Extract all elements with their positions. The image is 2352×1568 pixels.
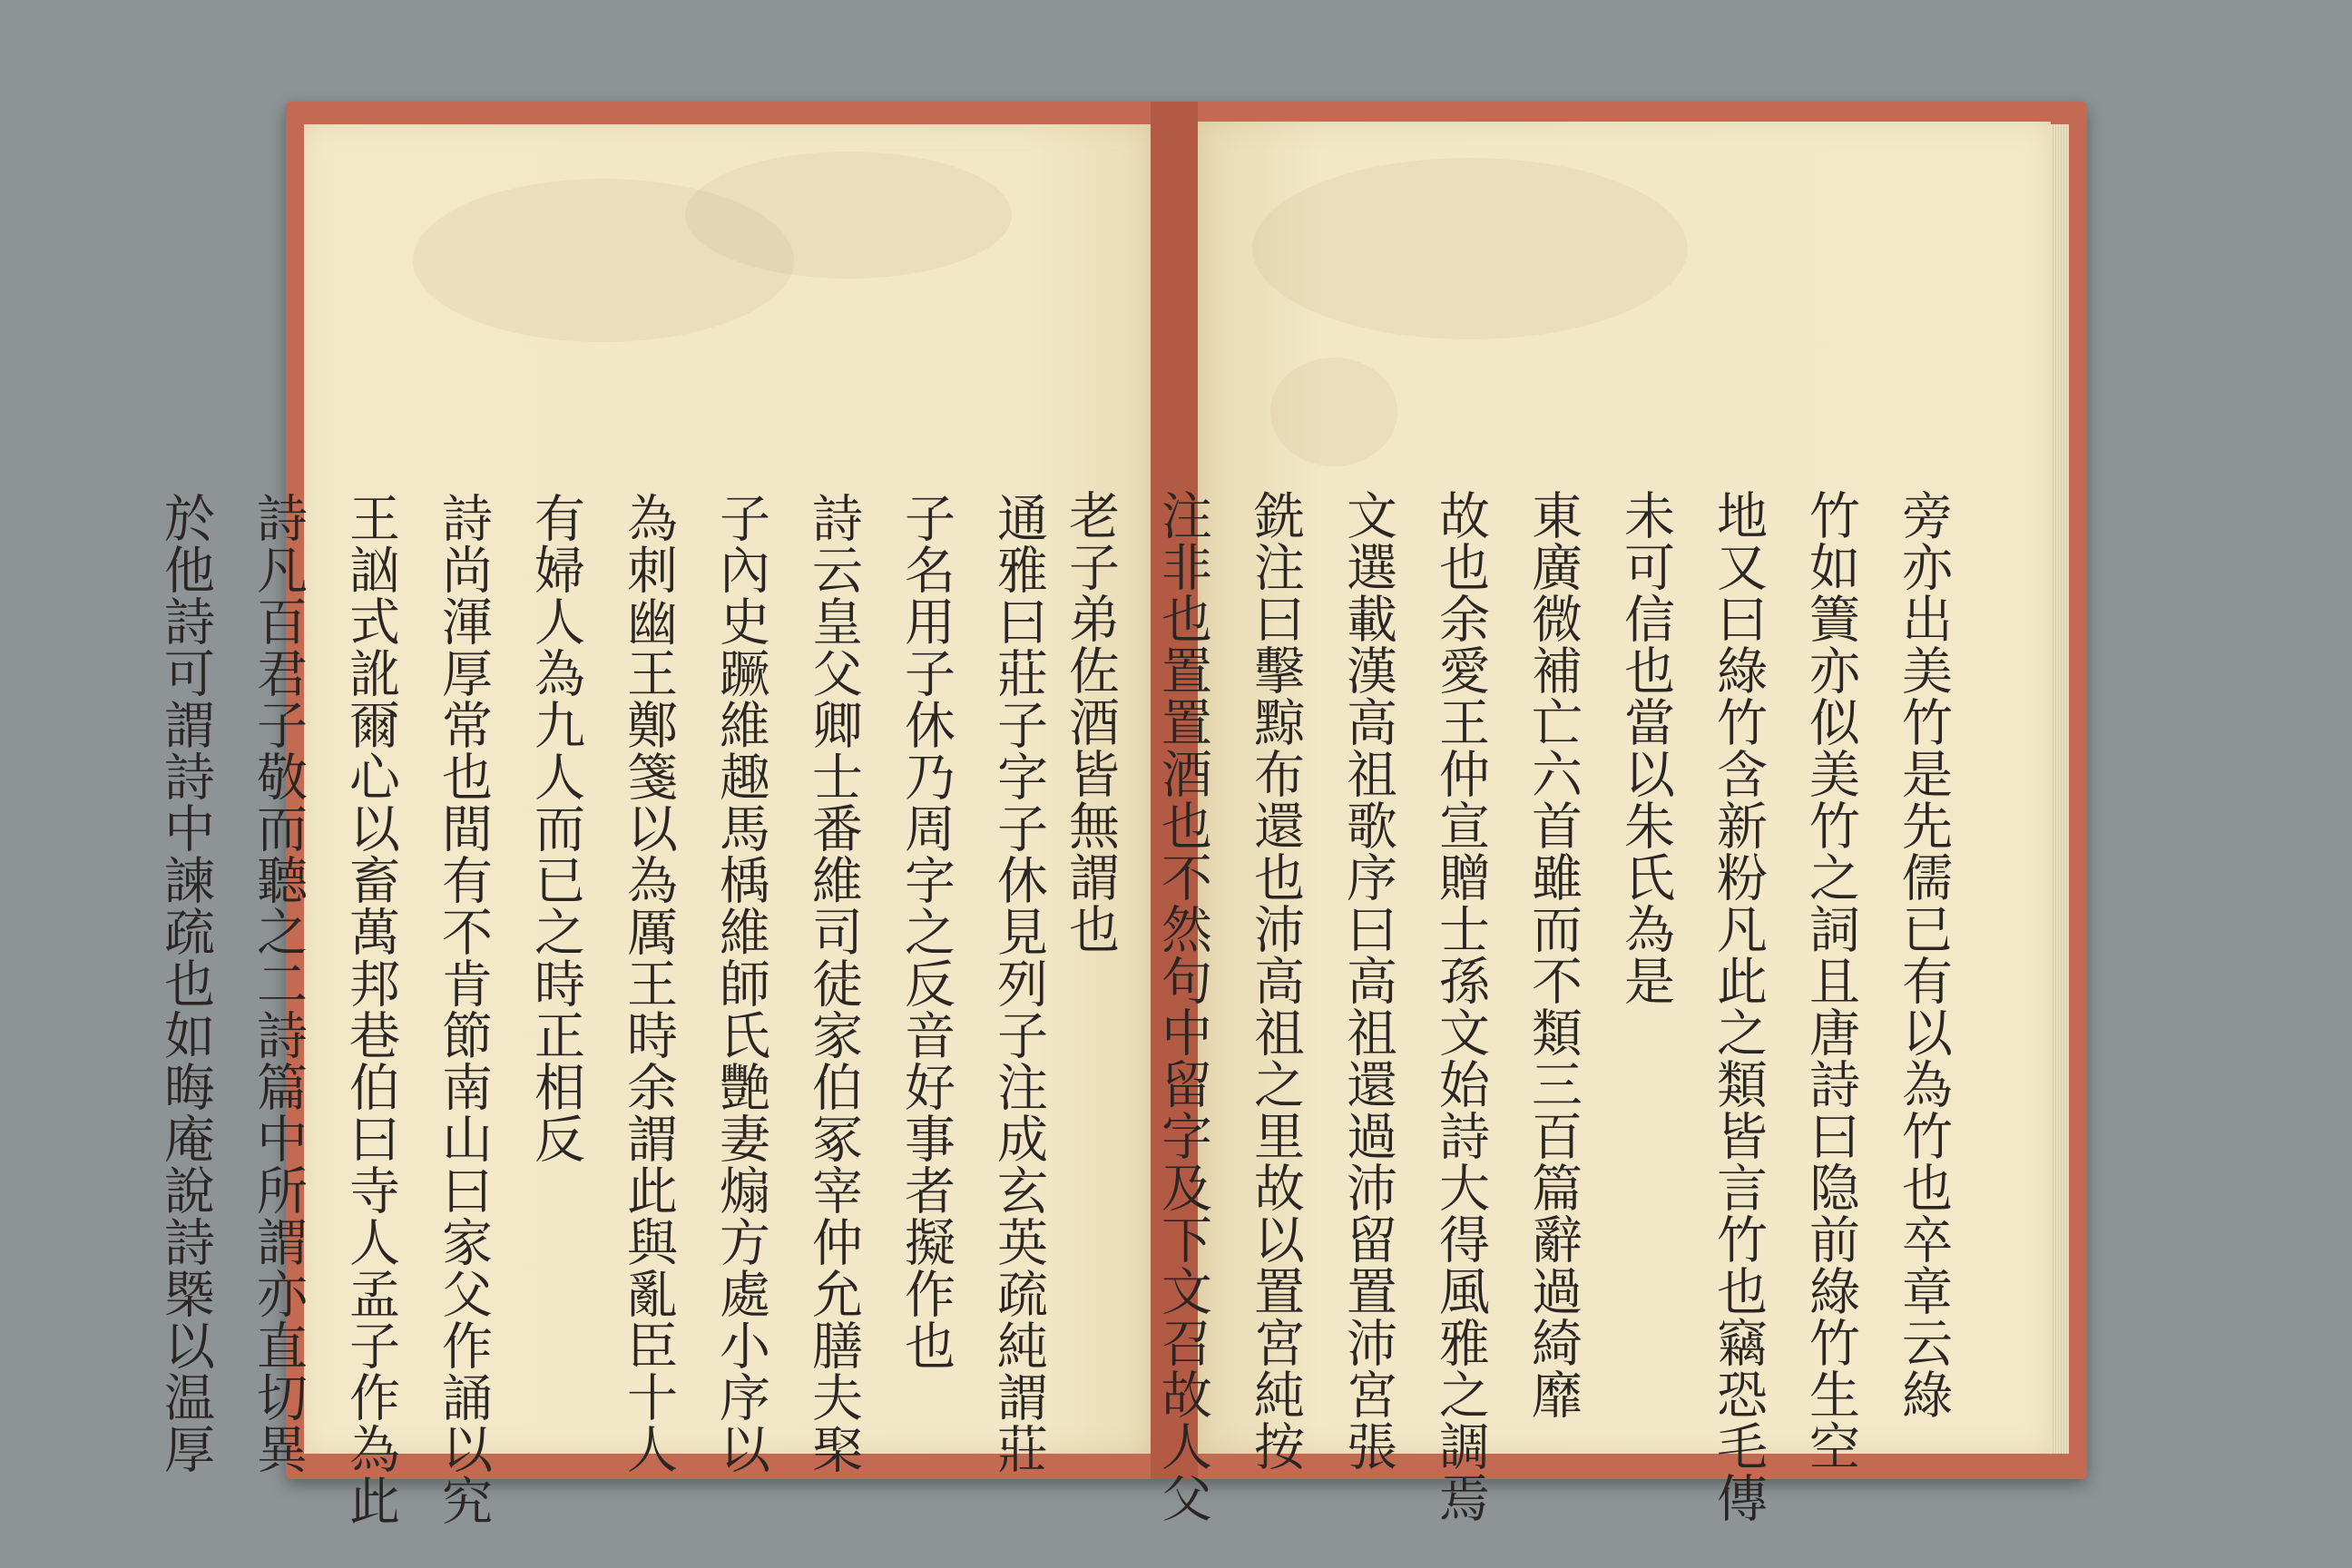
text-column: 地又曰綠竹含新粉凡此之類皆言竹也竊恐毛傳 xyxy=(1709,489,1768,1524)
text-column: 詩凡百君子敬而聽之二詩篇中所謂亦直切異 xyxy=(249,492,308,1475)
text-column: 子內史蹶維趣馬楀維師氏艷妻煽方處小序以 xyxy=(711,492,770,1475)
text-column: 於他詩可謂詩中諫疏也如晦庵說詩槩以温厚 xyxy=(156,492,215,1475)
open-book xyxy=(156,102,2087,1526)
left-page xyxy=(156,124,1151,1526)
left-page-text xyxy=(152,492,1051,1526)
text-column: 通雅曰莊子字子休見列子注成玄英疏純謂莊 xyxy=(989,492,1048,1475)
text-column: 故也余愛王仲宣贈士孫文始詩大得風雅之調焉 xyxy=(1431,489,1490,1524)
right-page xyxy=(1061,122,2051,1524)
right-page-text xyxy=(1057,489,1955,1524)
text-column: 旁亦出美竹是先儒已有以為竹也卒章云綠 xyxy=(1894,489,1953,1420)
text-column: 詩尚渾厚常也間有不肯節南山曰家父作誦以究 xyxy=(434,492,493,1526)
text-column: 未可信也當以朱氏為是 xyxy=(1616,489,1675,1006)
paper-stain xyxy=(1252,158,1688,339)
page-edges xyxy=(2051,124,2069,1454)
text-column: 子名用子休乃周字之反音好事者擬作也 xyxy=(897,492,956,1371)
text-column: 為刺幽王鄭箋以為厲王時余謂此與亂臣十人 xyxy=(619,492,678,1475)
text-column: 文選載漢高祖歌序曰高祖還過沛留置沛宮張 xyxy=(1338,489,1397,1472)
paper-stain xyxy=(1270,358,1397,466)
text-column: 老子弟佐酒皆無謂也 xyxy=(1061,489,1120,955)
text-column: 注非也置置酒也不然句中留字及下文召故人父 xyxy=(1153,489,1212,1524)
text-column: 東廣微補亡六首雖而不類三百篇辭過綺靡 xyxy=(1524,489,1583,1420)
text-column: 王訩式訛爾心以畜萬邦巷伯曰寺人孟子作為此 xyxy=(341,492,400,1526)
text-column: 有婦人為九人而已之時正相反 xyxy=(526,492,585,1164)
text-column: 詩云皇父卿士番維司徒家伯冢宰仲允膳夫棸 xyxy=(804,492,863,1475)
paper-stain xyxy=(685,152,1012,279)
text-column: 竹如簀亦似美竹之詞且唐詩曰隐前綠竹生空 xyxy=(1801,489,1860,1472)
text-column: 銑注曰擊黥布還也沛高祖之里故以置宮純按 xyxy=(1246,489,1305,1472)
